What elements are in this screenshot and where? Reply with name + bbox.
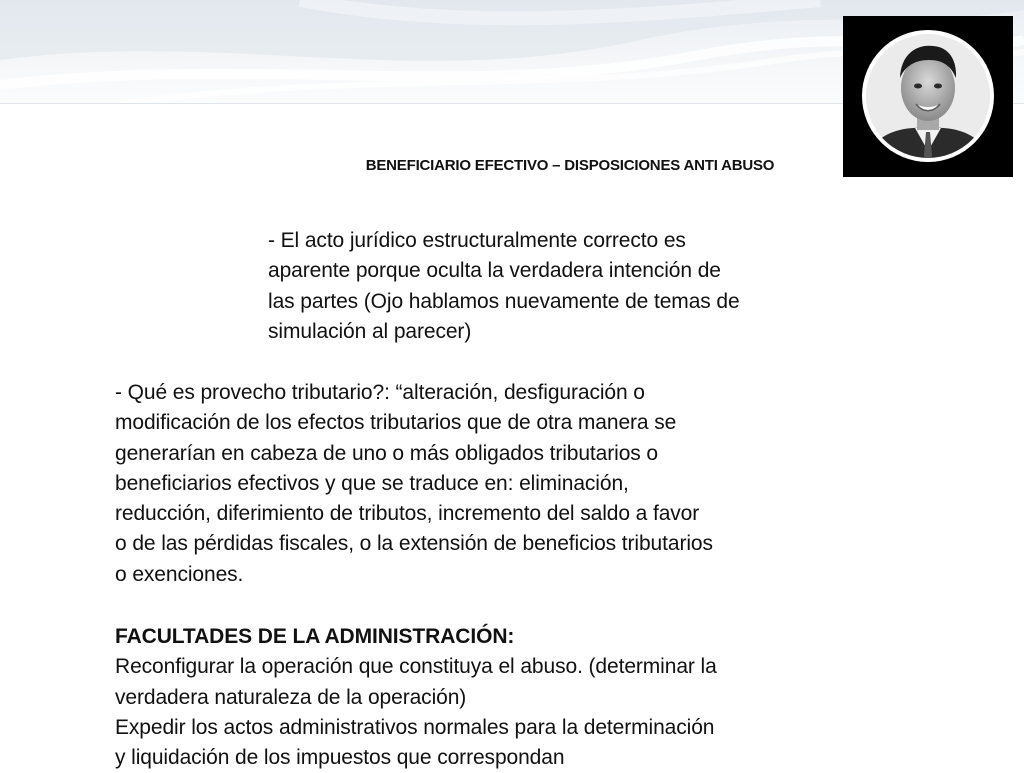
text-line: generarían en cabeza de uno o más obligados tributarios o (115, 441, 658, 465)
section-heading: FACULTADES DE LA ADMINISTRACIÓN: (115, 625, 515, 648)
text-line: aparente porque oculta la verdadera intención de (268, 259, 721, 283)
text-line: beneficiarios efectivos y que se traduce en: eliminación, (115, 471, 629, 495)
text-line: o de las pérdidas fiscales, o la extensión de beneficios tributarios (115, 532, 713, 556)
text-line: modificación de los efectos tributarios que de otra manera se (115, 411, 677, 435)
text-line: o exenciones. (115, 562, 244, 586)
text-line: y liquidación de los impuestos que correspondan (115, 746, 565, 770)
speaker-portrait-image (843, 16, 1013, 177)
paragraph-facultades (115, 622, 815, 773)
text-line: Expedir los actos administrativos normales para la determinación (115, 715, 715, 739)
paragraph-simulation (268, 226, 813, 347)
text-line: Reconfigurar la operación que constituya el abuso. (determinar la (115, 655, 717, 679)
text-line: verdadera naturaleza de la operación) (115, 685, 467, 709)
text-line: - Qué es provecho tributario?: “alteración, desfiguración o (115, 381, 645, 404)
slide-title: BENEFICIARIO EFECTIVO – DISPOSICIONES ANTI ABUSO (365, 157, 775, 174)
text-line: - El acto jurídico estructuralmente correcto es (268, 229, 686, 252)
text-line: las partes (Ojo hablamos nuevamente de temas de (268, 289, 740, 313)
text-line: reducción, diferimiento de tributos, incremento del saldo a favor (115, 502, 700, 526)
paragraph-provecho-tributario (115, 378, 815, 590)
text-line: simulación al parecer) (268, 319, 472, 343)
